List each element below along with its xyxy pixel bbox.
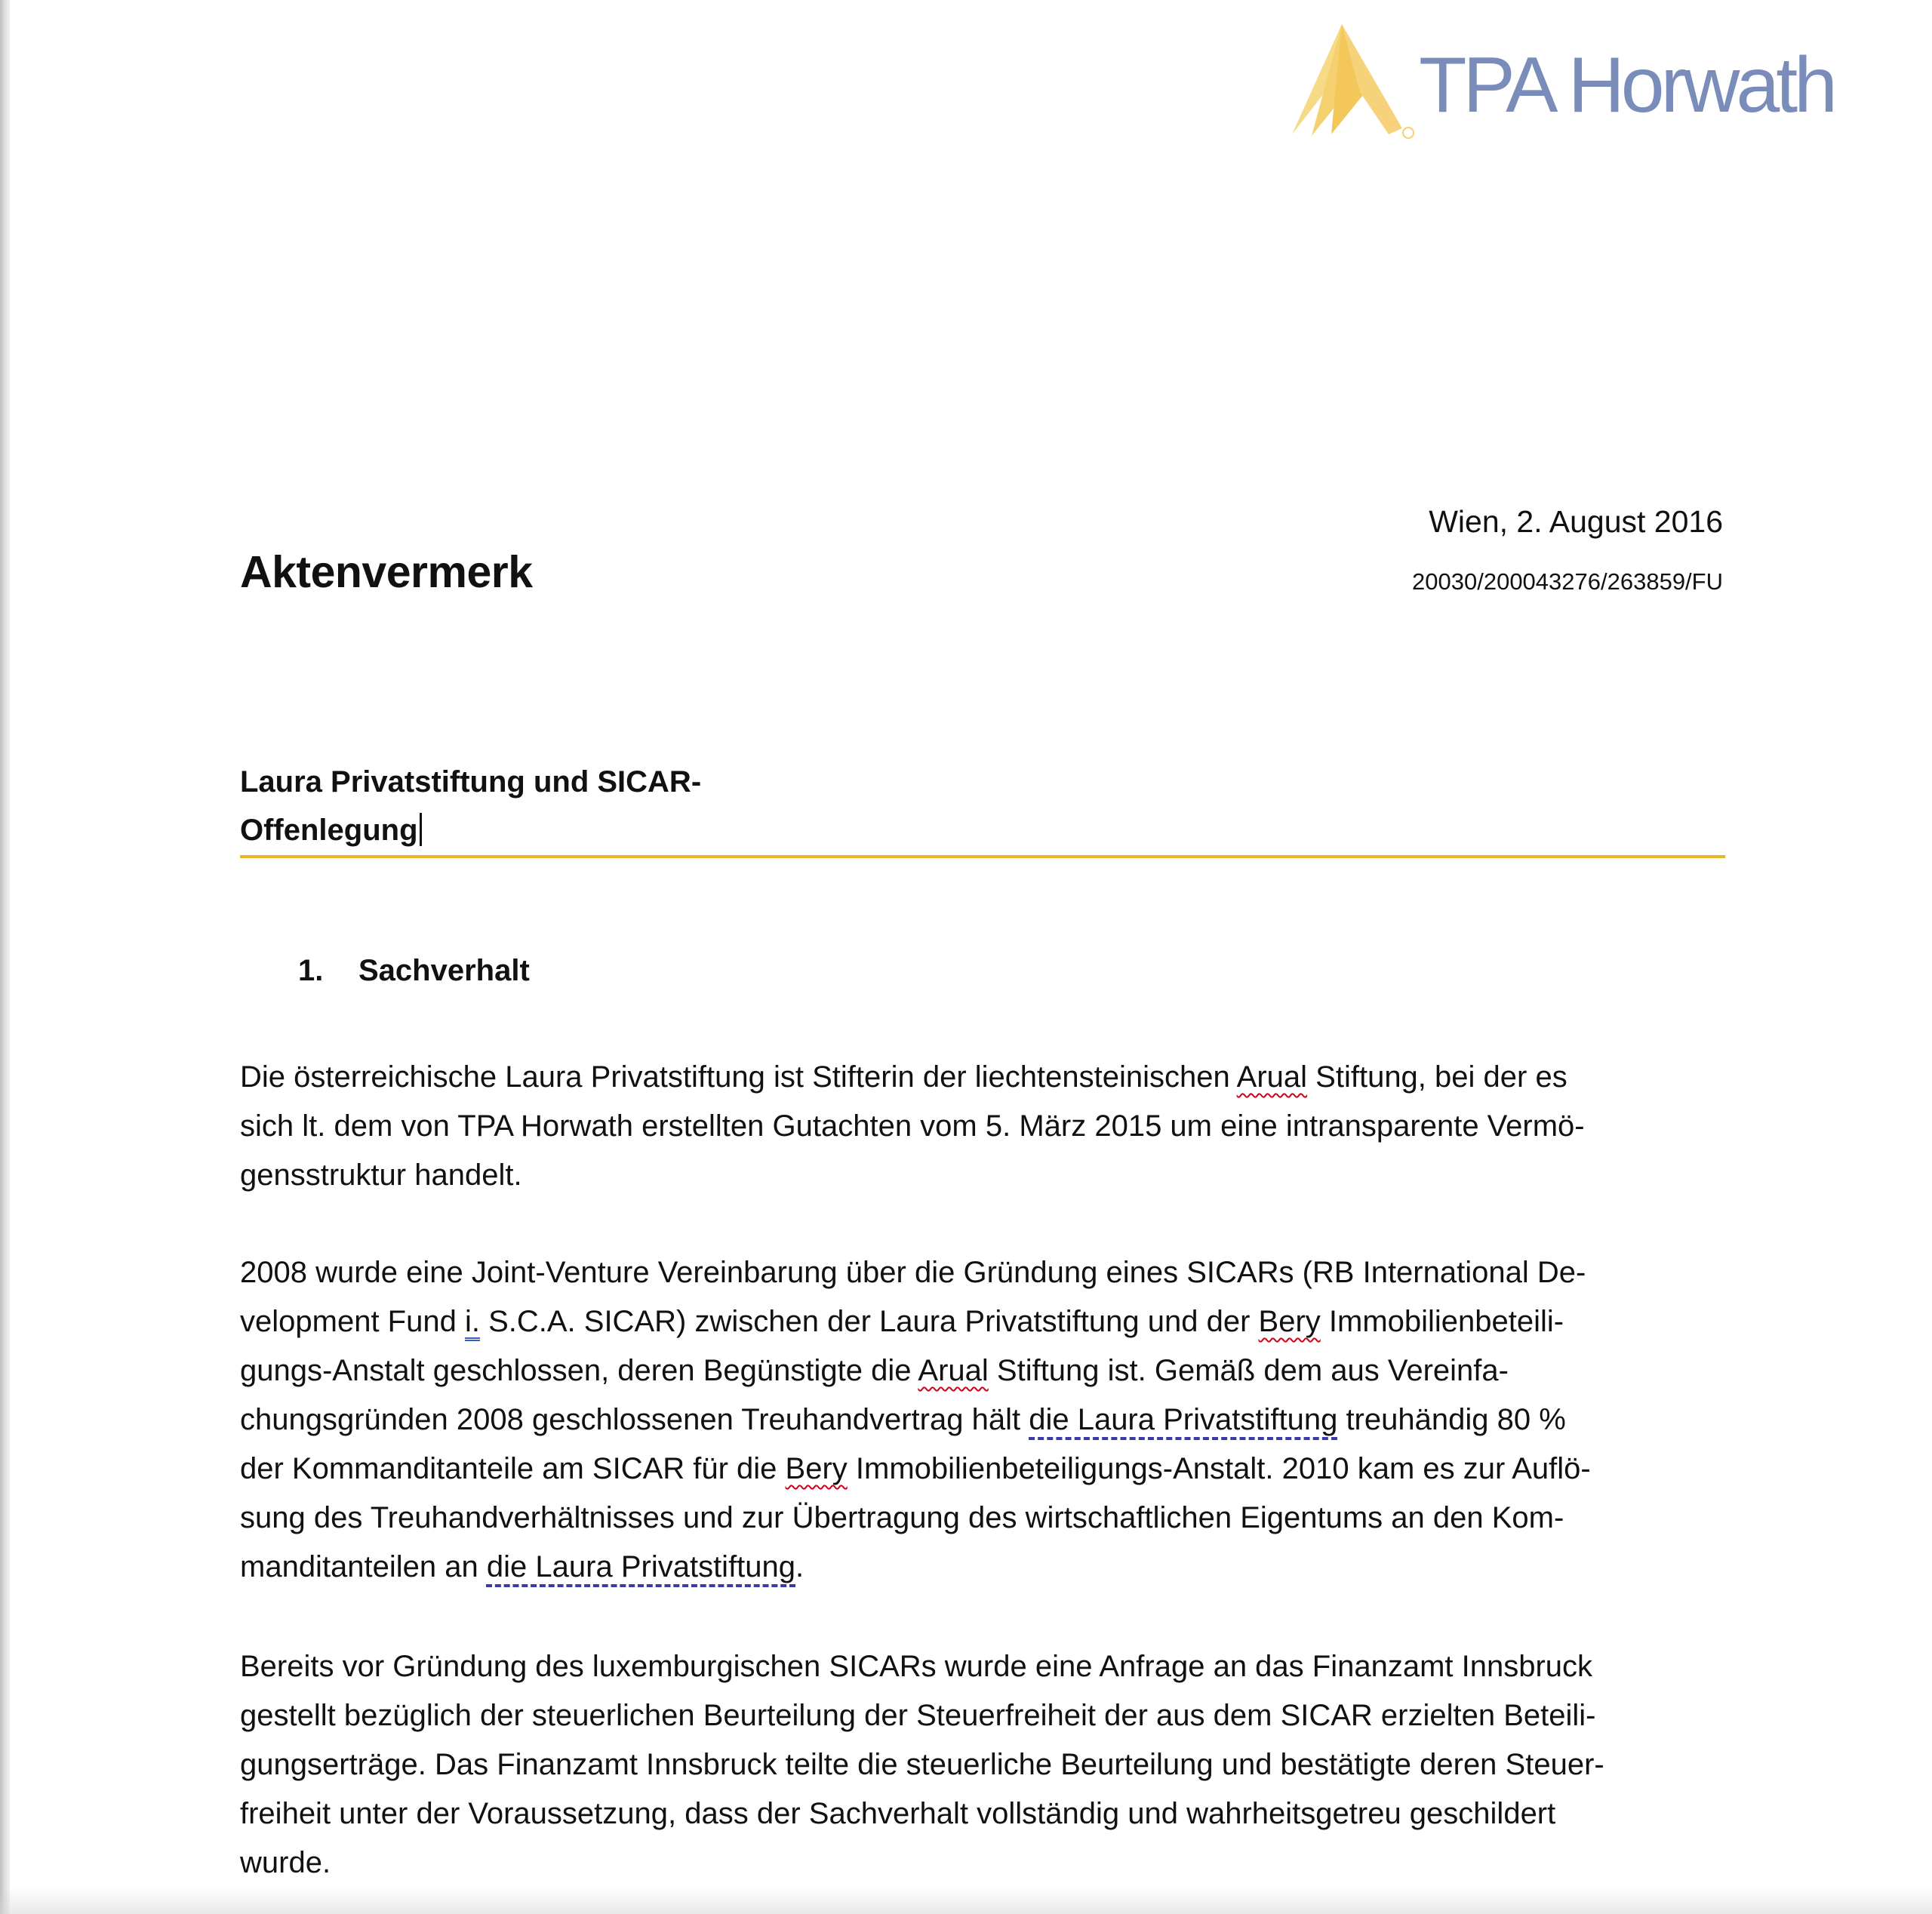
paragraph-line: manditanteilen an die Laura Privatstiftung. [240, 1550, 804, 1583]
paragraph-line: gestellt bezüglich der steuerlichen Beurteilung der Steuerfreiheit der aus dem SICAR erzielten Beteili- [240, 1699, 1596, 1732]
spelling-error-word[interactable]: Arual [1236, 1060, 1308, 1094]
paragraph-line: gungserträge. Das Finanzamt Innsbruck teilte die steuerliche Beurteilung und bestätigte deren Steuer- [240, 1748, 1604, 1781]
logo-wordmark: TPA Horwath [1419, 42, 1834, 129]
tpa-horwath-mountain-logo-icon [1275, 21, 1419, 142]
page-bottom-shadow [0, 1887, 1932, 1914]
paragraph-line: velopment Fund i. S.C.A. SICAR) zwischen der Laura Privatstiftung und der Bery Immobilienbeteili- [240, 1305, 1564, 1338]
subject-line-2: Offenlegung [240, 814, 418, 847]
paragraph-line: Die österreichische Laura Privatstiftung ist Stifterin der liechtensteinischen Arual Stiftung, bei der es [240, 1060, 1567, 1094]
paragraph-1[interactable] [240, 1053, 1585, 1200]
paragraph-line: freiheit unter der Voraussetzung, dass der Sachverhalt vollständig und wahrheitsgetreu geschildert [240, 1797, 1556, 1830]
paragraph-line: chungsgründen 2008 geschlossenen Treuhandvertrag hält die Laura Privatstiftung treuhändig 80 % [240, 1403, 1566, 1436]
text-cursor [420, 813, 422, 846]
subject-line-1: Laura Privatstiftung und SICAR- [240, 765, 702, 799]
document-date: Wien, 2. August 2016 [1429, 504, 1723, 539]
document-reference: 20030/200043276/263859/FU [1412, 568, 1723, 595]
paragraph-line: Bereits vor Gründung des luxemburgischen SICARs wurde eine Anfrage an das Finanzamt Innsbruck [240, 1650, 1593, 1683]
spelling-error-word[interactable]: Bery [785, 1452, 848, 1485]
paragraph-line: 2008 wurde eine Joint-Venture Vereinbarung über die Gründung eines SICARs (RB International De- [240, 1256, 1586, 1289]
grammar-suggestion-phrase[interactable]: die Laura Privatstiftung [486, 1550, 796, 1583]
paragraph-line: sich lt. dem von TPA Horwath erstellten Gutachten vom 5. März 2015 um eine intransparente Vermö- [240, 1109, 1585, 1143]
paragraph-line: der Kommanditanteile am SICAR für die Bery Immobilienbeteiligungs-Anstalt. 2010 kam es zur Auflö- [240, 1452, 1591, 1485]
paragraph-line: gungs-Anstalt geschlossen, deren Begünstigte die Arual Stiftung ist. Gemäß dem aus Vereinfa- [240, 1354, 1509, 1387]
grammar-spacing-flag[interactable]: i. [464, 1305, 480, 1338]
page-left-edge [0, 0, 10, 1914]
spelling-error-word[interactable]: Bery [1258, 1305, 1321, 1338]
paragraph-line: gensstruktur handelt. [240, 1159, 522, 1192]
subject-divider [240, 855, 1725, 858]
paragraph-line: sung des Treuhandverhältnisses und zur Übertragung des wirtschaftlichen Eigentums an den Kom- [240, 1501, 1564, 1534]
document-subject[interactable] [240, 758, 701, 854]
paragraph-2[interactable] [240, 1248, 1591, 1592]
company-logo [1275, 21, 1834, 149]
section-title: Sachverhalt [358, 954, 530, 987]
paragraph-line: wurde. [240, 1846, 331, 1879]
grammar-suggestion-phrase[interactable]: die Laura Privatstiftung [1029, 1403, 1338, 1436]
paragraph-3[interactable] [240, 1642, 1604, 1888]
spelling-error-word[interactable]: Arual [918, 1354, 989, 1387]
document-title: Aktenvermerk [240, 547, 533, 597]
section-heading [298, 954, 530, 988]
section-number: 1. [298, 954, 324, 987]
